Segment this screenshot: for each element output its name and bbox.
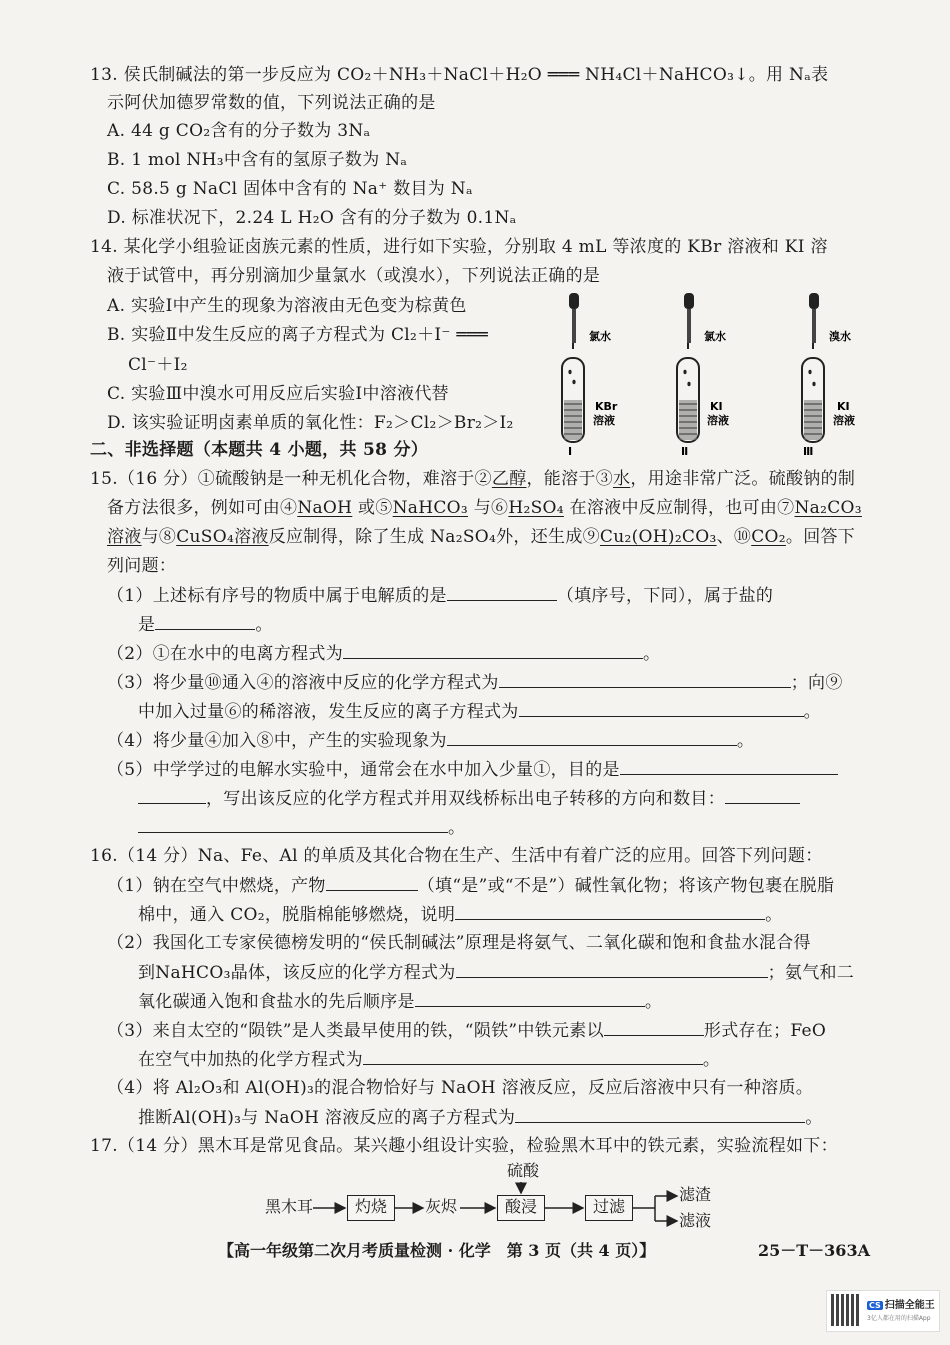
q15-text: 反应制得，除了生成 Na₂SO₄外，还生成⑨ (268, 527, 600, 547)
answer-blank[interactable] (138, 814, 448, 833)
q15-term: H₂SO₄ (508, 498, 564, 518)
answer-blank[interactable] (415, 988, 645, 1007)
flow-arrows (255, 1158, 735, 1233)
q16-part1-text: （1）钠在空气中燃烧，产物 (107, 876, 326, 896)
q14-stem-line1: 14. 某化学小组验证卤族元素的性质，进行如下实验，分别取 4 mL 等浓度的 KBr 溶液和 KI 溶 (90, 237, 828, 257)
q15-term: 乙醇 (491, 469, 527, 489)
q16-part2-text: 氧化碳通入饱和食盐水的先后顺序是 (138, 992, 415, 1012)
q14-option-c: C. 实验Ⅲ中溴水可用反应后实验Ⅰ中溶液代替 (107, 384, 449, 404)
q16-part2-line1: （2）我国化工专家侯德榜发明的“侯氏制碱法”原理是将氨气、二氧化碳和饱和食盐水混合得 (107, 933, 811, 953)
q15-term: 水 (613, 469, 631, 489)
answer-blank[interactable] (515, 1104, 805, 1123)
answer-blank[interactable] (447, 727, 737, 746)
answer-blank[interactable] (455, 901, 765, 920)
q16-part4-text: 推断Al(OH)₃与 NaOH 溶液反应的离子方程式为 (138, 1108, 516, 1128)
q15-part3-text: （3）将少量⑩通入④的溶液中反应的化学方程式为 (107, 673, 499, 693)
q15-intro-line1 (90, 466, 855, 492)
q16-end-mark: 。 (644, 992, 663, 1012)
q16-end-mark: 。 (702, 1050, 721, 1070)
q15-text: 在溶液中反应制得，也可由⑦ (563, 498, 795, 518)
q14-stem-line2: 液于试管中，再分别滴加少量氯水（或溴水），下列说法正确的是 (107, 266, 601, 286)
qr-code-icon (831, 1294, 861, 1326)
q15-term: 溶液 (107, 527, 142, 547)
flow-ash-text: 灰烬 (425, 1197, 458, 1216)
tube2-solution-line2: 溶液 (707, 414, 729, 427)
scanner-watermark (826, 1290, 940, 1332)
q13-option-b: B. 1 mol NH₃中含有的氢原子数为 Nₐ (107, 150, 408, 170)
q15-part2 (107, 640, 660, 667)
answer-blank[interactable] (499, 669, 791, 688)
flow-residue-text: 滤渣 (679, 1185, 712, 1204)
q14-option-a: A. 实验Ⅰ中产生的现象为溶液由无色变为棕黄色 (107, 296, 467, 316)
answer-blank[interactable] (326, 872, 418, 891)
q17-head: 17.（14 分）黑木耳是常见食品。某兴趣小组设计实验，检验黑木耳中的铁元素，实验流程如下： (90, 1136, 838, 1156)
q16-part3-text: 在空气中加热的化学方程式为 (138, 1050, 363, 1070)
q15-part4 (107, 727, 754, 754)
scanner-name (867, 1296, 935, 1311)
q13-stem-line1: 13. 侯氏制碱法的第一步反应为 CO₂＋NH₃＋NaCl＋H₂O ═══ NH₄Cl＋NaHCO₃↓。用 Nₐ表 (90, 65, 829, 85)
page-footer-title: 【高一年级第二次月考质量检测 · 化学 第 3 页（共 4 页）】 (218, 1241, 656, 1260)
q15-head: 15.（16 分） (90, 469, 198, 489)
q15-text: 与⑧ (141, 527, 177, 547)
cs-logo-icon: CS (869, 1301, 881, 1310)
q16-part1-line2 (138, 901, 782, 928)
flow-step-filter: 过滤 (585, 1195, 633, 1221)
q15-end-mark: 。 (736, 731, 755, 751)
q15-part3-text: ；向⑨ (790, 673, 843, 693)
q15-intro-line3 (107, 524, 855, 550)
flow-step-burn: 灼烧 (347, 1195, 395, 1221)
q16-part4-line2 (138, 1104, 823, 1131)
test-tube-1 (562, 293, 618, 455)
q15-term: CuSO₄溶液 (176, 527, 269, 547)
q15-part5-text: （5）中学学过的电解水实验中，通常会在水中加入少量①，目的是 (107, 760, 620, 780)
scanner-name-text: 扫描全能王 (884, 1300, 935, 1311)
answer-blank[interactable] (456, 959, 768, 978)
answer-blank[interactable] (519, 698, 804, 717)
flow-reagent-text: 硫酸 (507, 1161, 540, 1180)
q15-intro-line2 (107, 495, 862, 521)
q16-part2-line2 (138, 959, 854, 986)
q15-part5-line3 (138, 814, 465, 841)
q16-part2-text: ；氨气和二 (767, 963, 855, 983)
answer-blank[interactable] (343, 640, 643, 659)
q13-option-a: A. 44 g CO₂含有的分子数为 3Nₐ (107, 121, 371, 141)
page-footer-code: 25－T－363A (758, 1241, 870, 1260)
q13-option-c: C. 58.5 g NaCl 固体中含有的 Na⁺ 数目为 Nₐ (107, 179, 473, 199)
q16-part2-text: 到NaHCO₃晶体，该反应的化学方程式为 (138, 963, 456, 983)
answer-blank[interactable] (620, 756, 838, 775)
q15-part1-text: 是 (138, 615, 156, 635)
q15-text: ，能溶于③ (526, 469, 613, 489)
q15-part1-text: （1）上述标有序号的物质中属于电解质的是 (107, 586, 447, 606)
q17-flowchart (255, 1158, 735, 1233)
test-tube-3 (802, 293, 855, 455)
q16-end-mark: 。 (765, 905, 783, 925)
q15-part1-text: （填序号，下同），属于盐的 (556, 586, 774, 606)
q15-text: ，用途非常广泛。硫酸钠的制 (630, 469, 856, 489)
q13-option-d: D. 标准状况下，2.24 L H₂O 含有的分子数为 0.1Nₐ (107, 208, 517, 228)
tube1-dropper-label: 氯水 (589, 330, 611, 343)
q15-text: 备方法很多，例如可由④ (107, 498, 298, 518)
q15-part2-text: （2）①在水中的电离方程式为 (107, 644, 344, 664)
q15-part5-line2 (138, 785, 800, 812)
scanner-slogan: 3亿人都在用的扫描App (867, 1315, 931, 1322)
q15-part1-line2 (138, 611, 273, 638)
test-tube-figure (555, 290, 885, 455)
q15-text: 。回答下 (785, 527, 856, 547)
q16-part3-line2 (138, 1046, 720, 1073)
q15-term: NaOH (297, 498, 353, 518)
tube1-numeral: Ⅰ (568, 445, 573, 455)
tube1-solution-line1: KBr (595, 400, 618, 413)
q16-part3-text: （3）来自太空的“陨铁”是人类最早使用的铁，“陨铁”中铁元素以 (107, 1021, 604, 1041)
flow-filtrate-text: 滤液 (679, 1211, 712, 1230)
tube3-numeral: Ⅲ (803, 445, 814, 455)
q15-term: Na₂CO₃ (794, 498, 862, 518)
tube3-dropper-label: 溴水 (829, 330, 851, 343)
q15-text: ①硫酸钠是一种无机化合物，难溶于② (197, 469, 492, 489)
tube2-dropper-label: 氯水 (704, 330, 726, 343)
q15-end-mark: 。 (255, 615, 273, 635)
q16-end-mark: 。 (805, 1108, 823, 1128)
tube3-solution-line1: KI (837, 400, 850, 413)
q15-part5-line1 (107, 756, 838, 783)
q16-part2-line3 (138, 988, 662, 1015)
answer-blank[interactable] (155, 611, 255, 630)
q15-text: 、⑩ (716, 527, 752, 547)
q14-option-b-line2: Cl⁻＋I₂ (128, 355, 188, 375)
q16-part1-line1 (107, 872, 834, 899)
q15-end-mark: 。 (803, 702, 821, 722)
q15-part1-line1 (107, 582, 773, 609)
q16-head: 16.（14 分）Na、Fe、Al 的单质及其化合物在生产、生活中有着广泛的应用。回答下列问题： (90, 846, 823, 866)
tube2-solution-line1: KI (710, 400, 723, 413)
q16-part1-text: 棉中，通入 CO₂，脱脂棉能够燃烧，说明 (138, 905, 456, 925)
section-2-heading: 二、非选择题（本题共 4 小题，共 58 分） (90, 440, 429, 460)
answer-blank[interactable] (138, 785, 206, 804)
q15-part4-text: （4）将少量④加入⑧中，产生的实验现象为 (107, 731, 447, 751)
q15-part3-line2 (138, 698, 821, 725)
q15-text: 或⑤ (352, 498, 393, 518)
answer-blank[interactable] (447, 582, 557, 601)
q15-term: CO₂ (751, 527, 786, 547)
q15-end-mark: 。 (448, 818, 466, 838)
q14-option-b-line1: B. 实验Ⅱ中发生反应的离子方程式为 Cl₂＋I⁻ ═══ (107, 325, 489, 345)
answer-blank[interactable] (363, 1046, 703, 1065)
q15-term: Cu₂(OH)₂CO₃ (599, 527, 717, 547)
q16-part4-line1: （4）将 Al₂O₃和 Al(OH)₃的混合物恰好与 NaOH 溶液反应，反应后溶液中只有一种溶质。 (107, 1078, 814, 1098)
answer-blank[interactable] (604, 1017, 704, 1036)
tube2-numeral: Ⅱ (681, 445, 689, 455)
tube3-solution-line2: 溶液 (833, 414, 855, 427)
q15-end-mark: 。 (643, 644, 661, 664)
flow-step-acid-leach: 酸浸 (497, 1195, 545, 1221)
q14-option-d: D. 该实验证明卤素单质的氧化性：F₂＞Cl₂＞Br₂＞I₂ (107, 413, 514, 433)
tube1-solution-line2: 溶液 (593, 414, 615, 427)
test-tube-2 (677, 293, 729, 455)
q15-part5-text: ，写出该反应的化学方程式并用双线桥标出电子转移的方向和数目： (206, 789, 725, 809)
q15-part3-line1 (107, 669, 843, 696)
q15-text: 与⑥ (468, 498, 509, 518)
q15-term: NaHCO₃ (392, 498, 469, 518)
flow-start-text: 黑木耳 (265, 1197, 314, 1216)
q16-part3-text: 形式存在；FeO (703, 1021, 827, 1041)
q16-part3-line1 (107, 1017, 826, 1044)
q15-intro-line4: 列问题： (107, 556, 177, 576)
q13-stem-line2: 示阿伏加德罗常数的值，下列说法正确的是 (107, 93, 436, 113)
q15-part3-text: 中加入过量⑥的稀溶液，发生反应的离子方程式为 (138, 702, 519, 722)
answer-blank[interactable] (725, 785, 800, 804)
q16-part1-text: （填“是”或“不是”）碱性氧化物；将该产物包裹在脱脂 (417, 876, 835, 896)
